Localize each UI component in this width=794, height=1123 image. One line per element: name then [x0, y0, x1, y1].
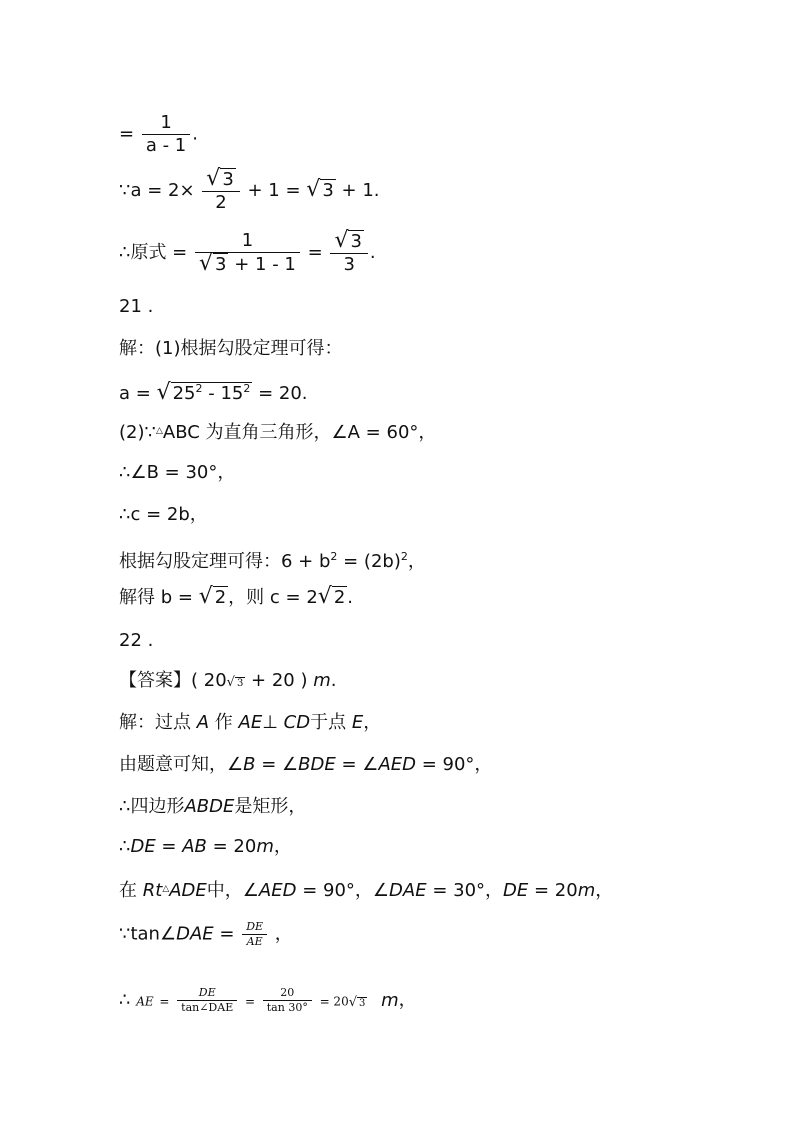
fraction-1-over-sqrt3	[195, 230, 300, 276]
triangle-icon: △	[162, 884, 170, 894]
sqrt-3-small: √ 3	[348, 994, 366, 1010]
sqrt-2: √ 2	[317, 584, 346, 609]
period: .	[369, 242, 376, 263]
sqrt-2: √ 2	[198, 584, 227, 609]
fraction-sqrt3-over-3	[330, 230, 367, 276]
sqrt: √ 3	[334, 228, 362, 253]
denominator: a - 1	[145, 135, 187, 156]
sqrt: √ 3	[199, 251, 227, 276]
equals-sign: =	[307, 242, 323, 263]
answer-line: 【答案】( 20√ 3 + 20 ) m.	[119, 670, 337, 695]
denominator: √ 3 + 1 - 1	[199, 251, 296, 276]
solution-22-line7: ∴ AE = $\frac{DE}{\text{tan∠DAE}}$ = $\frac{20}{\tan 30^\circ}$ = 20√ 3 m，	[119, 986, 417, 1014]
solution-22-line1: 解：过点 A 作 AE⊥ CD于点 E，	[119, 712, 382, 733]
line-original-expression	[119, 230, 376, 276]
fraction	[142, 112, 190, 157]
line-a-equals-20	[119, 378, 308, 405]
line-part2: (2)∵△ABC 为直角三角形，∠A = 60°，	[119, 422, 437, 443]
numerator: 1	[195, 230, 300, 253]
numerator: 1	[142, 112, 190, 135]
plus-one-equals: + 1 =	[247, 180, 301, 201]
equals-20: = 20.	[258, 383, 308, 404]
sqrt-expression: √ $25^2 - 15^2$	[156, 380, 251, 405]
triangle-icon: △	[155, 426, 163, 436]
question-21-number: 21 .	[119, 296, 154, 317]
fraction-sqrt3-over-2	[202, 168, 239, 214]
fraction-20-over-tan30: $\frac{20}{\tan 30^\circ}$	[263, 986, 312, 1015]
solution-22-line5: 在 Rt△ADE中，∠AED = 90°，∠DAE = 30°，DE = 20m，	[119, 880, 614, 901]
solution-21-part1: 解：(1)根据勾股定理可得：	[119, 338, 343, 359]
solution-22-line6: ∵tan∠DAE = $\frac{DE}{AE}$ ，	[119, 920, 293, 948]
line-a-value	[119, 168, 380, 214]
line-c-equals-2b: ∴c = 2b，	[119, 504, 208, 525]
line-solve-b: 解得 b = √ 2 ，则 c = 2√ 2 .	[119, 584, 353, 609]
question-22-number: 22 .	[119, 630, 154, 651]
line-fraction-1-over-a-minus-1	[119, 112, 198, 157]
numerator	[202, 168, 239, 192]
equals-sign: =	[119, 123, 135, 145]
numerator	[330, 230, 367, 254]
sqrt-3: √ 3	[306, 177, 334, 202]
original-expression-label: ∴原式 =	[119, 242, 188, 263]
denominator: 3	[343, 254, 355, 275]
period: .	[192, 123, 198, 145]
plus-one: + 1.	[341, 180, 380, 201]
fraction-de-over-tan: $\frac{DE}{\text{tan∠DAE}}$	[177, 986, 237, 1015]
fraction-de-over-ae: $\frac{DE}{AE}$	[242, 920, 267, 949]
a-equals-2-times: ∵a = 2×	[119, 180, 195, 201]
solution-22-line2: 由题意可知，∠B = ∠BDE = ∠AED = 90°，	[119, 754, 493, 775]
line-angle-b: ∴∠B = 30°，	[119, 462, 236, 483]
sqrt: √ 3	[206, 166, 234, 191]
solution-22-line4: ∴DE = AB = 20m，	[119, 836, 292, 857]
line-pythagoras: 根据勾股定理可得：$6 + b^2 = (2b)^2$，	[119, 550, 426, 572]
sqrt-3-small: √ 3	[226, 675, 244, 690]
a-equals: a =	[119, 383, 151, 404]
denominator: 2	[215, 192, 227, 213]
solution-22-line3: ∴四边形ABDE是矩形，	[119, 796, 307, 817]
